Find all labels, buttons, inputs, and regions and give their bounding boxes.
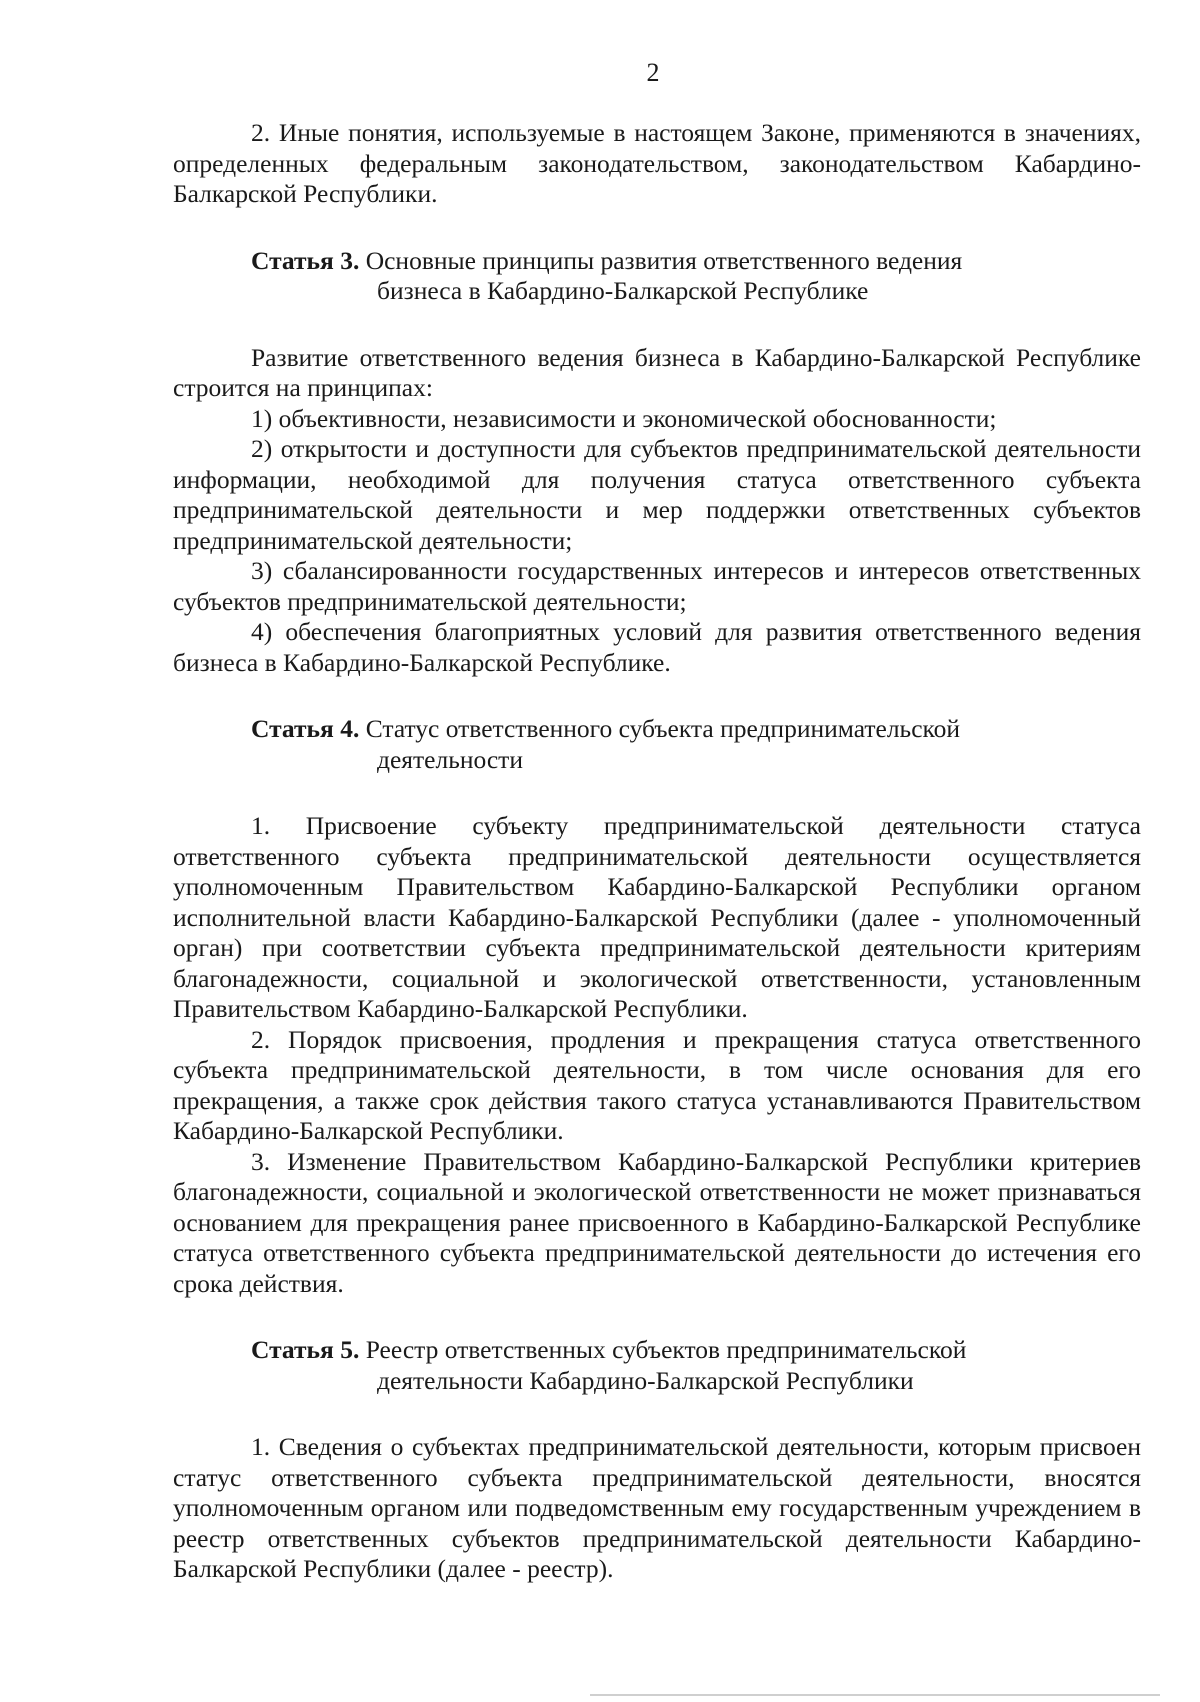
article-4-title-line2: деятельности bbox=[377, 744, 523, 774]
article-3-intro: Развитие ответственного ведения бизнеса в Кабардино-Балкарской Республике строится на принципах: bbox=[173, 342, 1141, 402]
article-4-title-line1: Статус ответственного субъекта предпринимательской bbox=[365, 714, 960, 743]
article-4-label: Статья 4. bbox=[251, 714, 360, 743]
article-3-item-2: 2) открытости и доступности для субъектов предпринимательской деятельности информации, необходимой для получения статуса ответственного субъекта предпринимательской деятельности и мер поддержки ответственных субъектов предпринимательской деятельности; bbox=[173, 434, 1141, 555]
intro-paragraph: 2. Иные понятия, используемые в настоящем Законе, применяются в значениях, определенных федеральным законодательством, законодательством Кабардино-Балкарской Республики. bbox=[173, 118, 1141, 208]
article-3-title-line2: бизнеса в Кабардино-Балкарской Республике bbox=[377, 276, 869, 305]
article-3-item-1: 1) объективности, независимости и экономической обоснованности; bbox=[251, 403, 997, 433]
spacer bbox=[173, 1299, 1141, 1335]
article-3-label: Статья 3. bbox=[251, 245, 360, 275]
spacer bbox=[173, 678, 1141, 714]
document-body bbox=[173, 118, 1141, 1585]
article-3-title-line1: Основные принципы развития ответственного ведения bbox=[365, 245, 963, 275]
scan-edge-line bbox=[590, 1694, 1160, 1696]
spacer bbox=[173, 210, 1141, 246]
article-5-heading bbox=[173, 1335, 1141, 1396]
article-4-para-1: 1. Присвоение субъекту предпринимательской деятельности статуса ответственного субъекта предпринимательской деятельности осуществляется уполномоченным Правительством Кабардино-Балкарской Республики органом исполнительной власти Кабардино-Балкарской Республики (далее - уполномоченный орган) при соответствии субъекта предпринимательской деятельности критериям благонадежности, социальной и экологической ответственности, установленным Правительством Кабардино-Балкарской Республики. bbox=[173, 811, 1141, 1023]
spacer bbox=[173, 307, 1141, 343]
article-5-para-1: 1. Сведения о субъектах предпринимательской деятельности, которым присвоен статус ответственного субъекта предпринимательской деятельности, вносятся уполномоченным органом или подведомственным ему государственным учреждением в реестр ответственных субъектов предпринимательской деятельности Кабардино-Балкарской Республики (далее - реестр). bbox=[173, 1432, 1141, 1583]
article-5-title-line2: деятельности Кабардино-Балкарской Республики bbox=[377, 1365, 914, 1395]
article-4-heading bbox=[173, 714, 1141, 775]
article-4-para-3: 3. Изменение Правительством Кабардино-Балкарской Республики критериев благонадежности, социальной и экологической ответственности не может признаваться основанием для прекращения ранее присвоенного в Кабардино-Балкарской Республике статуса ответственного субъекта предпринимательской деятельности до истечения его срока действия. bbox=[173, 1146, 1141, 1298]
spacer bbox=[173, 1396, 1141, 1432]
article-3-item-4: 4) обеспечения благоприятных условий для развития ответственного ведения бизнеса в Кабардино-Балкарской Республике. bbox=[173, 617, 1141, 677]
article-4-para-2: 2. Порядок присвоения, продления и прекращения статуса ответственного субъекта предпринимательской деятельности, в том числе основания для его прекращения, а также срок действия такого статуса устанавливаются Правительством Кабардино-Балкарской Республики. bbox=[173, 1024, 1141, 1145]
page-number: 2 bbox=[646, 58, 660, 87]
article-5-title-line1: Реестр ответственных субъектов предпринимательской bbox=[365, 1335, 967, 1364]
article-3-item-3: 3) сбалансированности государственных интересов и интересов ответственных субъектов предпринимательской деятельности; bbox=[173, 556, 1141, 616]
spacer bbox=[173, 775, 1141, 811]
article-5-label: Статья 5. bbox=[251, 1335, 360, 1364]
article-3-heading bbox=[173, 246, 1141, 307]
